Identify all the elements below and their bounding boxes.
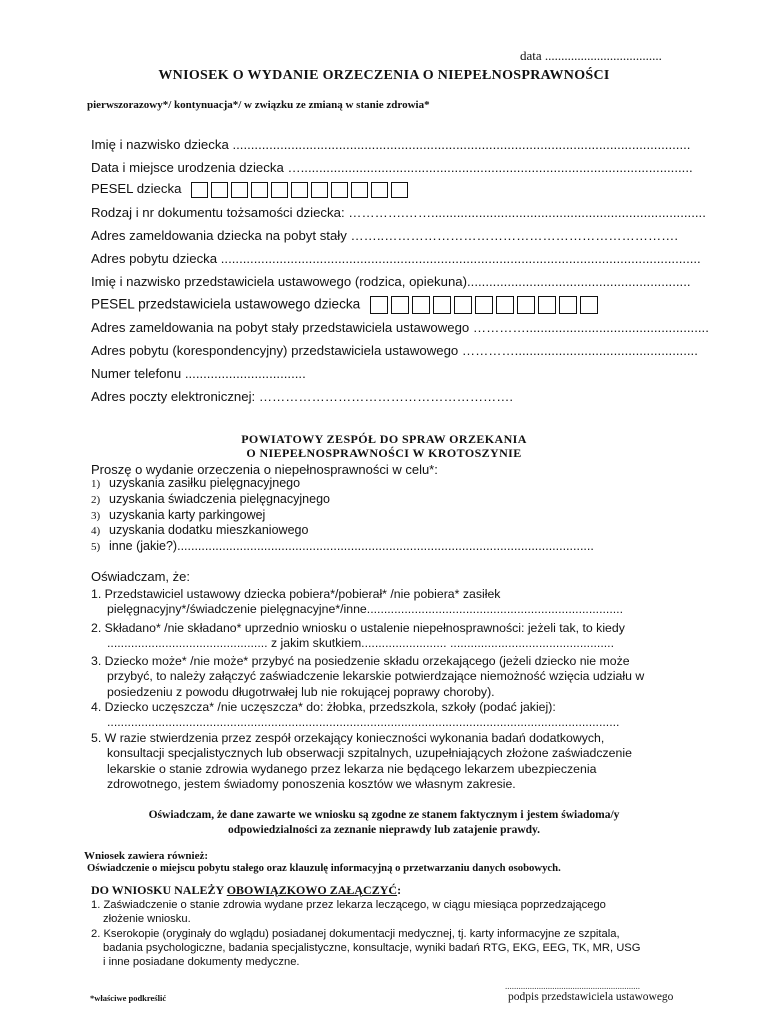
committee-heading-line1: POWIATOWY ZESPÓŁ DO SPRAW ORZEKANIA (241, 432, 527, 446)
attachments-heading: DO WNIOSKU NALEŻY OBOWIĄZKOWO ZAŁĄCZYĆ: (91, 883, 402, 897)
statement-1: 1. Przedstawiciel ustawowy dziecka pobiera*/pobierał* /nie pobiera* zasiłek pielęgnacyjny*/świadczenie pielęgnacyjne*/inne........................................................................... (91, 587, 624, 617)
purpose-item: 1) uzyskania zasiłku pielęgnacyjnego (91, 476, 301, 490)
signature-label: podpis przedstawiciela ustawowego (508, 991, 674, 1003)
field-phone: Numer telefonu ................................. (91, 366, 306, 381)
statement-4: 4. Dziecko uczęszcza* /nie uczęszcza* do: żłobka, przedszkola, szkoły (podać jakiej): ...................................................................................................................................................... (91, 700, 620, 730)
signature-line: ............................................................ (505, 981, 640, 991)
statement-3: 3. Dziecko może* /nie może* przybyć na posiedzenie składu orzekającego (jeżeli dziecko nie może przybyć, to należy załączyć zaświadczenie lekarskie potwierdzające niemożność wzięcia udziału w posiedzeniu z powodu długotrwałej lub nie rokującej poprawy choroby). (91, 654, 645, 699)
date-line: data .................................... (520, 48, 662, 63)
request-intro: Proszę o wydanie orzeczenia o niepełnosprawności w celu*: (91, 462, 438, 477)
footnote-underline-note: *właściwe podkreślić (90, 993, 167, 1003)
field-child-pesel (91, 181, 408, 198)
also-contains-text: Oświadczenie o miejscu pobytu stałego oraz klauzulę informacyjną o przetwarzaniu danych osobowych. (87, 862, 561, 874)
truth-declaration-line2: odpowiedzialności za zeznanie nieprawdy lub zatajenie prawdy. (227, 824, 541, 836)
truth-declaration-line1: Oświadczam, że dane zawarte we wniosku są zgodne ze stanem faktycznym i jestem świadoma/y (148, 809, 620, 821)
field-child-document: Rodzaj i nr dokumentu tożsamości dziecka: ………….……........................................................................... (91, 205, 706, 220)
form-title: WNIOSEK O WYDANIE ORZECZENIA O NIEPEŁNOSPRAWNOŚCI (158, 68, 610, 83)
also-contains-heading: Wniosek zawiera również: (84, 850, 209, 862)
purpose-item: 4) uzyskania dodatku mieszkaniowego (91, 523, 309, 537)
statement-5: 5. W razie stwierdzenia przez zespół orzekający konieczności wykonania badań dodatkowych, konsultacji specjalistycznych lub obserwacji szpitalnych, uzupełniających złożone zaświadczenie lekarskie o stanie zdrowia wydanego przez lekarza nie będącego lekarzem ubezpieczenia zdrowotnego, jestem świadomy ponoszenia kosztów we własnym zakresie. (91, 731, 632, 792)
field-representative-name: Imię i nazwisko przedstawiciela ustawowego (rodzica, opiekuna)............................................................. (91, 274, 691, 289)
attachment-2: 2. Kserokopie (oryginały do wglądu) posiadanej dokumentacji medycznej, tj. karty informacyjne ze szpitala, badania psychologiczne, badania specjalistyczne, konsultacje, wyniki badań RTG, EKG, EEG, TK, MR, USG i inne posiadane dokumenty medyczne. (91, 928, 641, 968)
child-pesel-boxes[interactable] (191, 182, 408, 198)
representative-pesel-boxes[interactable] (370, 296, 598, 314)
field-representative-stay-address: Adres pobytu (korespondencyjny) przedstawiciela ustawowego ………….................................................. (91, 343, 698, 358)
field-representative-registered-address: Adres zameldowania na pobyt stały przedstawiciela ustawowego ………….................................................. (91, 320, 709, 335)
field-child-name: Imię i nazwisko dziecka ............................................................................................................................. (91, 137, 691, 152)
field-child-stay-address: Adres pobytu dziecka ................................................................................................................................... (91, 251, 701, 266)
child-pesel-label: PESEL dziecka (91, 181, 182, 196)
form-subtitle: pierwszorazowy*/ kontynuacja*/ w związku ze zmianą w stanie zdrowia* (87, 99, 430, 111)
representative-pesel-label: PESEL przedstawiciela ustawowego dziecka (91, 296, 361, 312)
declaration-heading: Oświadczam, że: (91, 569, 190, 584)
purpose-item: 3) uzyskania karty parkingowej (91, 508, 266, 522)
attachment-1: 1. Zaświadczenie o stanie zdrowia wydane przez lekarza leczącego, w ciągu miesiąca poprzedzającego złożenie wniosku. (91, 899, 606, 925)
committee-heading-line2: O NIEPEŁNOSPRAWNOŚCI W KROTOSZYNIE (246, 446, 522, 460)
field-child-birth: Data i miejsce urodzenia dziecka …........................................................................................................... (91, 160, 693, 175)
purpose-item: 5) inne (jakie?)........................................................................................................................ (91, 539, 594, 553)
purpose-item: 2) uzyskania świadczenia pielęgnacyjnego (91, 492, 330, 506)
field-child-registered-address: Adres zameldowania dziecka na pobyt stały ……..…………………………………………………………. (91, 228, 678, 243)
field-email: Adres poczty elektronicznej: …………………………………………………. (91, 389, 514, 404)
statement-2: 2. Składano* /nie składano* uprzednio wniosku o ustalenie niepełnosprawności: jeżeli tak, to kiedy ............................................... z jakim skutkiem......................... ................................................ (91, 621, 625, 651)
field-representative-pesel (91, 296, 598, 314)
